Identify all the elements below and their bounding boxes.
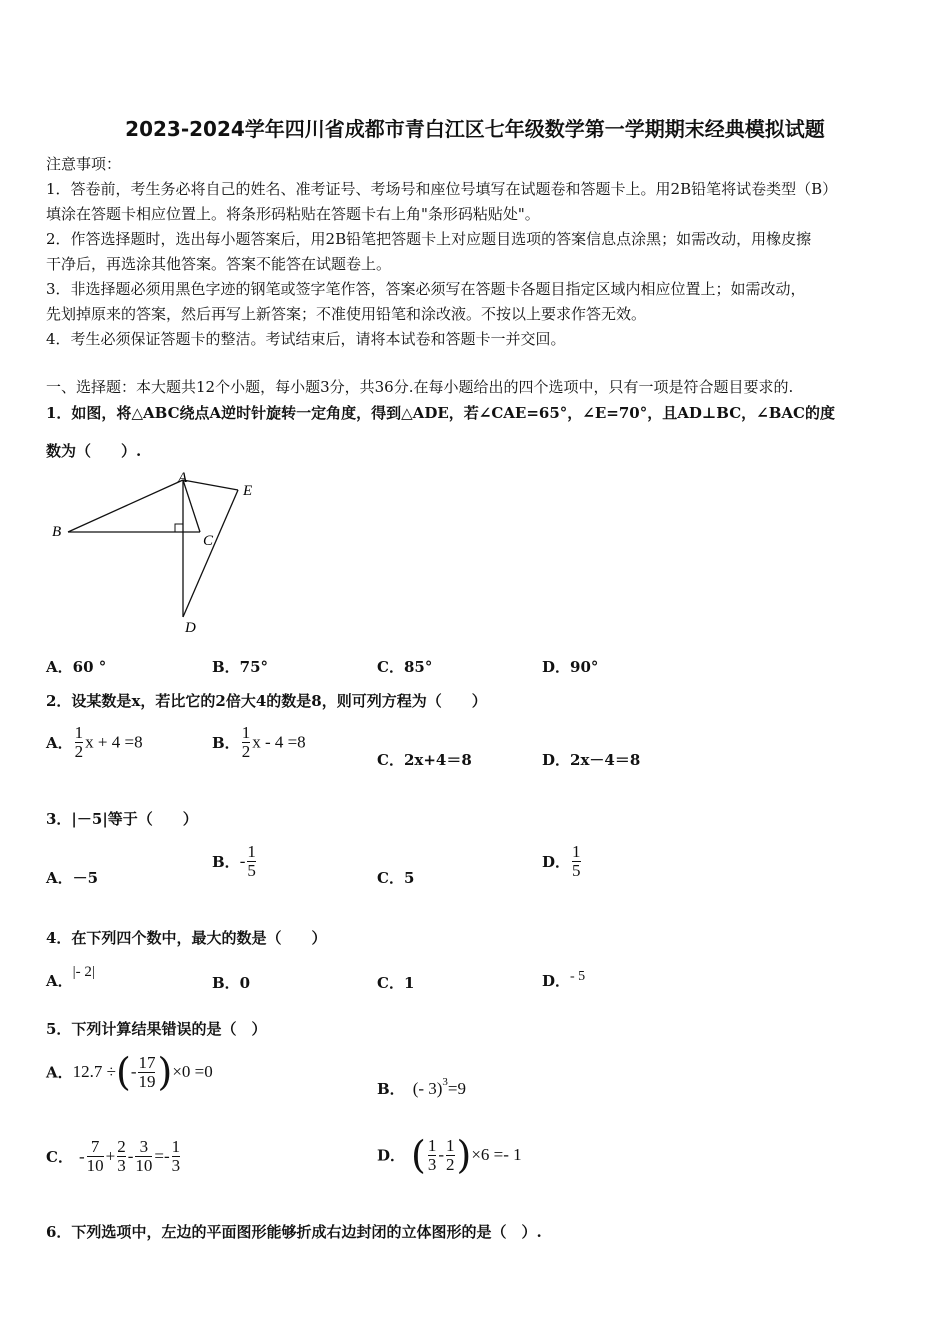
q5-option-b: B． (- 3)$^3$=9: [377, 1076, 467, 1098]
q2-option-d: D．2x－4＝8: [542, 751, 641, 769]
fraction: $\frac{7}{10}$: [86, 1137, 104, 1175]
q1-option-a: A．60 °: [46, 658, 107, 676]
notice-line: 2．作答选择题时，选出每小题答案后，用2B铅笔把答题卡上对应题目选项的答案信息点涂黑；如需改动，用橡皮擦: [46, 230, 812, 248]
q5-option-d: D． ( $\frac{1}{3}$ - $\frac{1}{2}$ )×6 =- 1: [377, 1133, 522, 1177]
question-5-stem: 5．下列计算结果错误的是（ ）: [46, 1020, 267, 1038]
q4-option-d: D．- 5: [542, 969, 586, 990]
segment-AC: [183, 480, 200, 532]
fraction: $\frac{1}{5}$: [247, 842, 256, 880]
q3-option-a: A．－5: [46, 869, 99, 887]
q2-option-a: A． $\frac{1}{2}$ x + 4 =8: [46, 723, 143, 761]
q1-option-b: B．75°: [212, 658, 269, 676]
label-E: E: [243, 483, 253, 499]
question-1-stem: 1．如图，将△ABC绕点A逆时针旋转一定角度，得到△ADE，若∠CAE=65°，∠E=70°，且AD⊥BC，∠BAC的度: [46, 404, 835, 422]
question-1-figure: [40, 465, 280, 640]
q3-option-b: B．- $\frac{1}{5}$: [212, 842, 256, 880]
question-2-stem: 2．设某数是x，若比它的2倍大4的数是8，则可列方程为（ ）: [46, 692, 487, 710]
fraction: $\frac{17}{19}$: [138, 1052, 156, 1091]
q2-option-c: C．2x+4＝8: [377, 751, 472, 769]
fraction: $\frac{2}{3}$: [117, 1137, 126, 1175]
q4-option-a: A．|- 2|: [46, 964, 95, 990]
q5-option-a: A．12.7 ÷(- $\frac{17}{19}$ )×0 =0: [46, 1050, 213, 1094]
question-4-stem: 4．在下列四个数中，最大的数是（ ）: [46, 929, 327, 947]
q1-option-c: C．85°: [377, 658, 433, 676]
question-6-stem: 6．下列选项中，左边的平面图形能够折成右边封闭的立体图形的是（ ）.: [46, 1223, 542, 1241]
q5-option-c: C． - $\frac{7}{10}$ + $\frac{2}{3}$ - $\frac{3}{10}$ =- $\frac{1}{3}$: [46, 1137, 181, 1175]
q3-option-d: D． $\frac{1}{5}$: [542, 842, 581, 880]
label-B: B: [52, 524, 62, 540]
label-D: D: [185, 620, 196, 636]
q2-option-b: B． $\frac{1}{2}$ x - 4 =8: [212, 723, 306, 761]
notice-line: 填涂在答题卡相应位置上。将条形码粘贴在答题卡右上角"条形码粘贴处"。: [46, 205, 540, 223]
notice-line: 1．答卷前，考生务必将自己的姓名、准考证号、考场号和座位号填写在试题卷和答题卡上。用2B铅笔将试卷类型（B）: [46, 180, 838, 198]
notice-line: 4．考生必须保证答题卡的整洁。考试结束后，请将本试卷和答题卡一并交回。: [46, 330, 566, 348]
notice-line: 先划掉原来的答案，然后再写上新答案；不准使用铅笔和涂改液。不按以上要求作答无效。: [46, 305, 647, 323]
notice-heading: 注意事项：: [46, 155, 122, 173]
q3-option-c: C．5: [377, 869, 415, 887]
segment-AB: [68, 480, 183, 532]
fraction: $\frac{1}{2}$: [446, 1135, 455, 1174]
fraction: $\frac{1}{3}$: [171, 1137, 181, 1175]
segment-ED: [183, 490, 238, 617]
right-angle-mark: [175, 524, 183, 532]
notice-line: 干净后，再选涂其他答案。答案不能答在试题卷上。: [46, 255, 392, 273]
notice-line: 3．非选择题必须用黑色字迹的钢笔或签字笔作答，答案必须写在答题卡各题目指定区域内相应位置上；如需改动，: [46, 280, 806, 298]
fraction: $\frac{3}{10}$: [135, 1137, 153, 1175]
fraction: $\frac{1}{3}$: [427, 1135, 437, 1174]
segment-AE: [183, 480, 238, 490]
q1-option-d: D．90°: [542, 658, 599, 676]
fraction: $\frac{1}{2}$: [74, 723, 84, 761]
label-C: C: [203, 533, 214, 549]
section-heading: 一、选择题：本大题共12个小题，每小题3分，共36分.在每小题给出的四个选项中，只有一项是符合题目要求的.: [46, 378, 794, 396]
q4-option-b: B．0: [212, 974, 251, 992]
page-title: 2023-2024学年四川省成都市青白江区七年级数学第一学期期末经典模拟试题: [125, 117, 825, 141]
label-A: A: [178, 470, 188, 486]
q4-option-c: C．1: [377, 974, 415, 992]
question-3-stem: 3．|－5|等于（ ）: [46, 810, 198, 828]
fraction: $\frac{1}{2}$: [241, 723, 251, 761]
fraction: $\frac{1}{5}$: [572, 842, 581, 880]
question-1-stem-cont: 数为（ ）.: [46, 442, 142, 460]
